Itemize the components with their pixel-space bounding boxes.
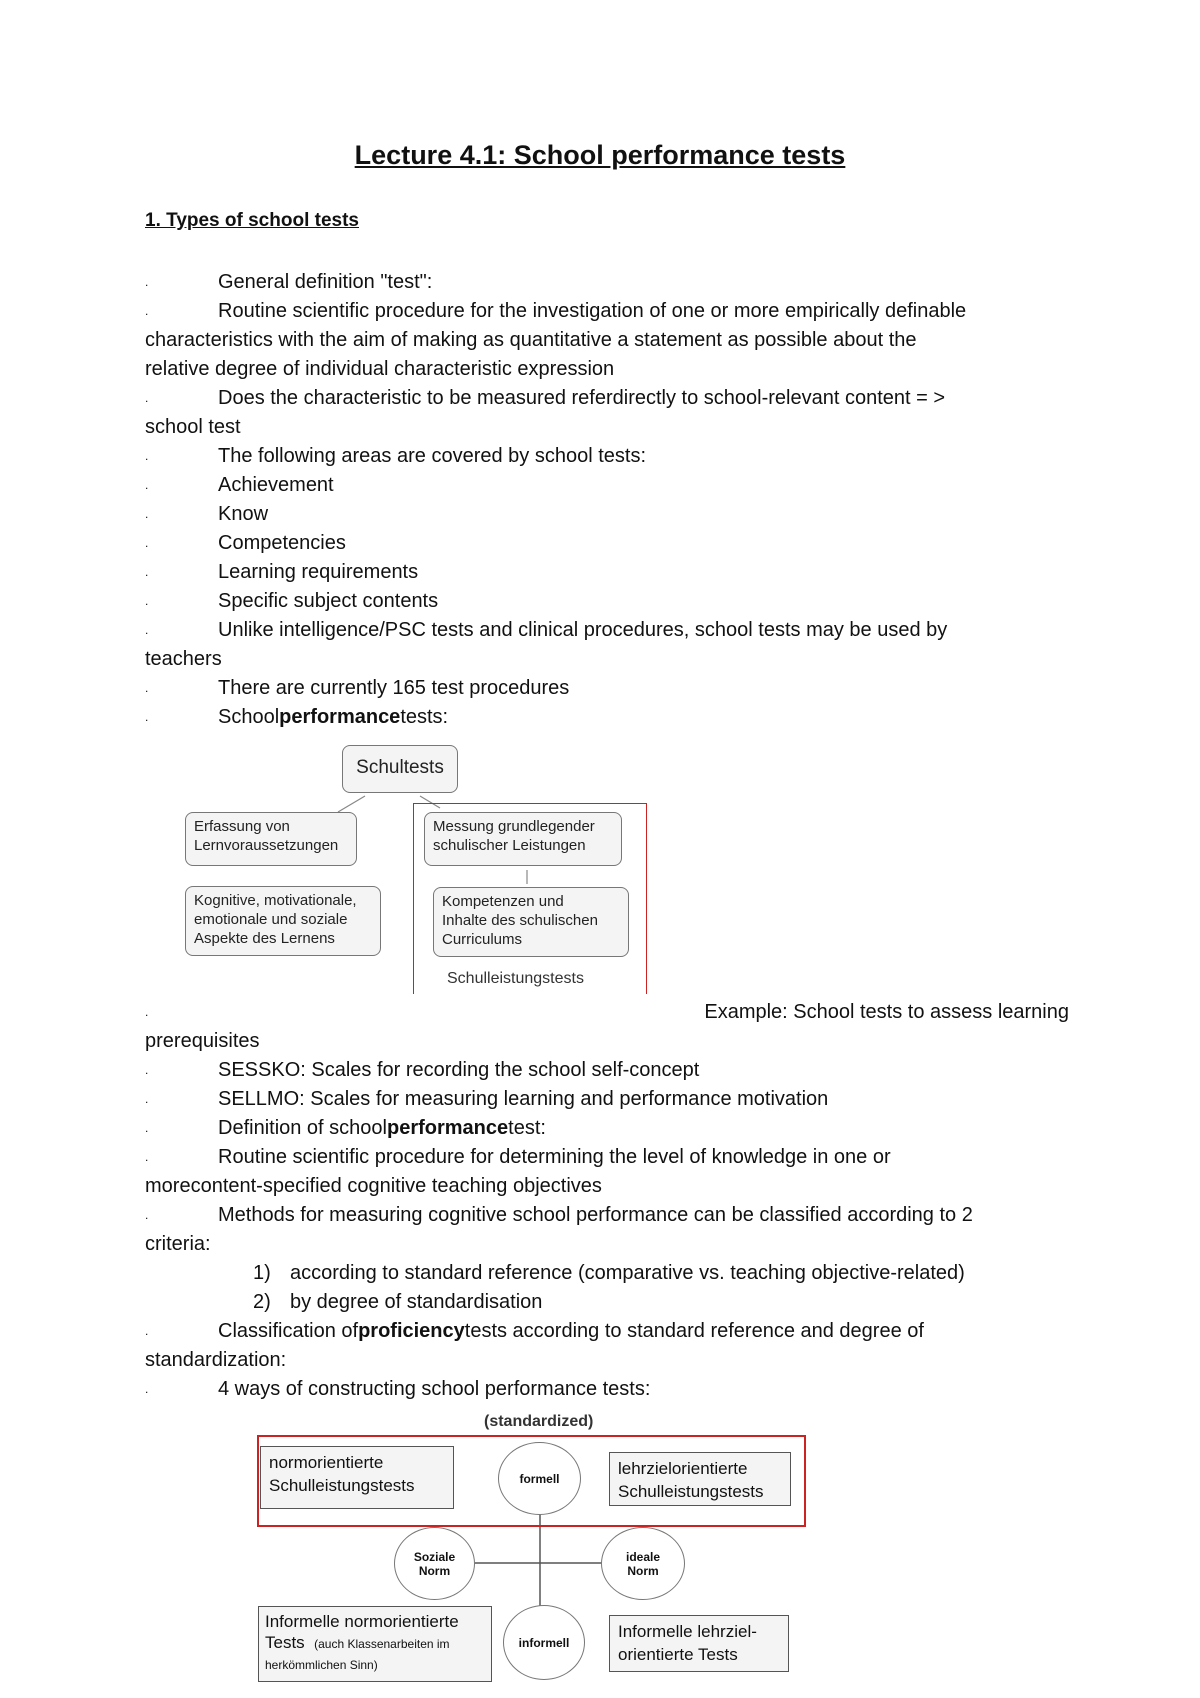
informal-circle: informell: [503, 1605, 585, 1680]
list-item: . SELLMO: Scales for measuring learning and performance motivation: [145, 1088, 829, 1110]
list-item: . Routine scientific procedure for determining the level of knowledge in one or: [145, 1146, 891, 1168]
list-item: . Know: [145, 503, 269, 525]
diagram-right-box-1: Messung grundlegender schulischer Leistungen: [424, 812, 622, 866]
numbered-item: 1) according to standard reference (comparative vs. teaching objective-related): [253, 1262, 965, 1284]
list-item: . Learning requirements: [145, 561, 419, 583]
text-line: characteristics with the aim of making as quantitative a statement as possible about the: [145, 329, 917, 351]
objective-oriented-box: lehrzielorientierte Schulleistungstests: [609, 1452, 791, 1506]
text-line: criteria:: [145, 1233, 211, 1255]
list-item: . Classification ofproficiencytests according to standard reference and degree of: [145, 1320, 924, 1342]
list-item: . The following areas are covered by school tests:: [145, 445, 646, 467]
diagram-top-label: (standardized): [484, 1413, 594, 1430]
text-line: prerequisites: [145, 1030, 260, 1052]
diagram-caption: Schulleistungstests: [447, 970, 584, 987]
diagram-left-box-1: Erfassung von Lernvoraussetzungen: [185, 812, 357, 866]
list-item: . Definition of schoolperformancetest:: [145, 1117, 546, 1139]
text-line: teachers: [145, 648, 222, 670]
text-block-2: [145, 998, 1069, 1404]
diagram-root-box: Schultests: [342, 745, 458, 793]
list-item: . Specific subject contents: [145, 590, 439, 612]
formal-circle: formell: [498, 1442, 581, 1515]
list-item: . General definition "test":: [145, 271, 433, 293]
list-item: . Methods for measuring cognitive school performance can be classified according to 2: [145, 1204, 973, 1226]
list-item: . Competencies: [145, 532, 346, 554]
list-item: . There are currently 165 test procedures: [145, 677, 570, 699]
list-item: . Unlike intelligence/PSC tests and clinical procedures, school tests may be used by: [145, 619, 948, 641]
diagram-highlight-frame: [413, 803, 647, 994]
numbered-item: 2) by degree of standardisation: [253, 1291, 543, 1313]
social-norm-circle: Soziale Norm: [394, 1527, 475, 1600]
list-item: . 4 ways of constructing school performance tests:: [145, 1378, 651, 1400]
list-item: . Example: School tests to assess learning: [145, 1001, 1069, 1023]
standardized-highlight-frame: [257, 1435, 806, 1527]
text-block-1: [145, 268, 1065, 732]
list-item: . Achievement: [145, 474, 334, 496]
text-line: relative degree of individual characteristic expression: [145, 358, 615, 380]
diagram-right-box-2: Kompetenzen und Inhalte des schulischen Curriculums: [433, 887, 629, 957]
list-item: . Routine scientific procedure for the investigation of one or more empirically definable: [145, 300, 967, 322]
informal-objective-box: Informelle lehrziel- orientierte Tests: [609, 1615, 789, 1672]
section-heading: 1. Types of school tests: [145, 210, 359, 231]
page-title: Lecture 4.1: School performance tests: [354, 140, 846, 170]
list-item: . SESSKO: Scales for recording the school self-concept: [145, 1059, 700, 1081]
text-line: standardization:: [145, 1349, 287, 1371]
ideal-norm-circle: ideale Norm: [601, 1527, 685, 1600]
norm-oriented-box: normorientierte Schulleistungstests: [260, 1446, 454, 1509]
list-item: . Schoolperformancetests:: [145, 706, 449, 728]
text-line: school test: [145, 416, 241, 438]
informal-norm-box: Informelle normorientierte Tests (auch Klassenarbeiten im herkömmlichen Sinn): [258, 1606, 492, 1682]
list-item: . Does the characteristic to be measured referdirectly to school-relevant content = >: [145, 387, 946, 409]
diagram-left-box-2: Kognitive, motivationale, emotionale und soziale Aspekte des Lernens: [185, 886, 381, 956]
text-line: morecontent-specified cognitive teaching objectives: [145, 1175, 602, 1197]
